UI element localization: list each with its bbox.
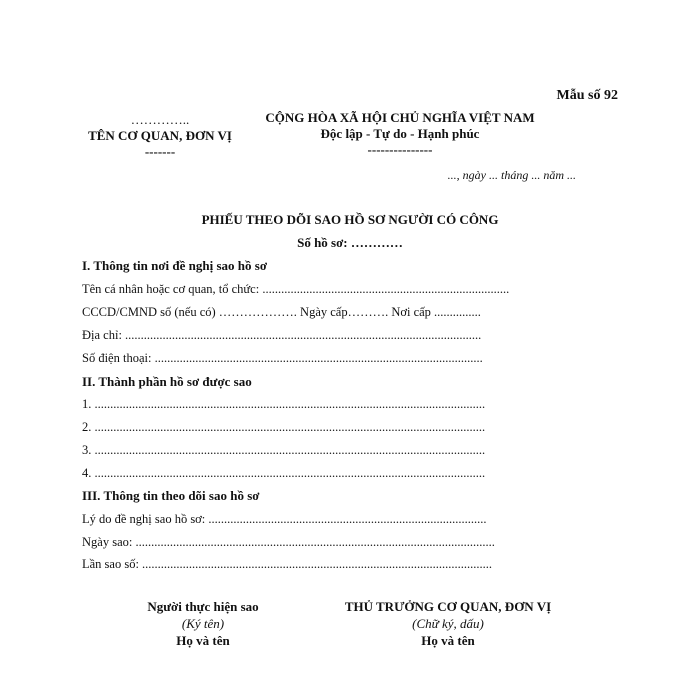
agency-dots: ………….. bbox=[130, 112, 190, 127]
motto-rule: --------------- bbox=[367, 142, 433, 157]
signer-name-right: Họ và tên bbox=[421, 633, 475, 648]
agency-block bbox=[60, 112, 260, 160]
phone-field: Số điện thoại: ......................................................................................................... bbox=[82, 351, 483, 365]
copy-reason-field: Lý do đề nghị sao hồ sơ: ......................................................................................... bbox=[82, 512, 487, 526]
address-field: Địa chỉ: .................................................................................................................. bbox=[82, 328, 482, 342]
section-2-heading: II. Thành phần hồ sơ được sao bbox=[82, 374, 252, 389]
signer-name-left: Họ và tên bbox=[176, 633, 230, 648]
signer-role-right: THỦ TRƯỞNG CƠ QUAN, ĐƠN VỊ bbox=[344, 599, 552, 614]
record-number: Số hồ sơ: ………… bbox=[297, 235, 403, 250]
copy-date-field: Ngày sao: ................................................................................................................... bbox=[82, 535, 495, 549]
signer-role-left: Người thực hiện sao bbox=[147, 599, 259, 614]
signature-right-block bbox=[320, 598, 576, 649]
document-item-1: 1. ............................................................................................................................. bbox=[82, 397, 486, 411]
document-item-2: 2. ............................................................................................................................. bbox=[82, 420, 486, 434]
copy-count-field: Lần sao số: ................................................................................................................ bbox=[82, 557, 493, 571]
agency-name: TÊN CƠ QUAN, ĐƠN VỊ bbox=[88, 128, 232, 143]
document-item-3: 3. ............................................................................................................................. bbox=[82, 443, 486, 457]
requester-name-field: Tên cá nhân hoặc cơ quan, tổ chức: ............................................................................... bbox=[82, 282, 510, 296]
form-number: Mẫu số 92 bbox=[556, 88, 618, 103]
document-title: PHIẾU THEO DÕI SAO HỒ SƠ NGƯỜI CÓ CÔNG bbox=[201, 212, 499, 227]
agency-rule: ------- bbox=[144, 144, 176, 159]
country-name: CỘNG HÒA XÃ HỘI CHỦ NGHĨA VIỆT NAM bbox=[265, 110, 535, 125]
signer-note-left: (Ký tên) bbox=[181, 616, 225, 631]
document-item-4: 4. ............................................................................................................................. bbox=[82, 466, 486, 480]
place-date-line: ..., ngày ... tháng ... năm ... bbox=[447, 168, 576, 182]
section-1-heading: I. Thông tin nơi đề nghị sao hồ sơ bbox=[82, 258, 268, 273]
national-header bbox=[250, 110, 550, 158]
signer-note-right: (Chữ ký, dấu) bbox=[412, 616, 484, 631]
section-3-heading: III. Thông tin theo dõi sao hồ sơ bbox=[82, 488, 260, 503]
id-number-field: CCCD/CMND số (nếu có) ………………. Ngày cấp………. Nơi cấp ............... bbox=[82, 305, 481, 319]
national-motto: Độc lập - Tự do - Hạnh phúc bbox=[320, 126, 480, 141]
signature-left-block bbox=[118, 598, 288, 649]
